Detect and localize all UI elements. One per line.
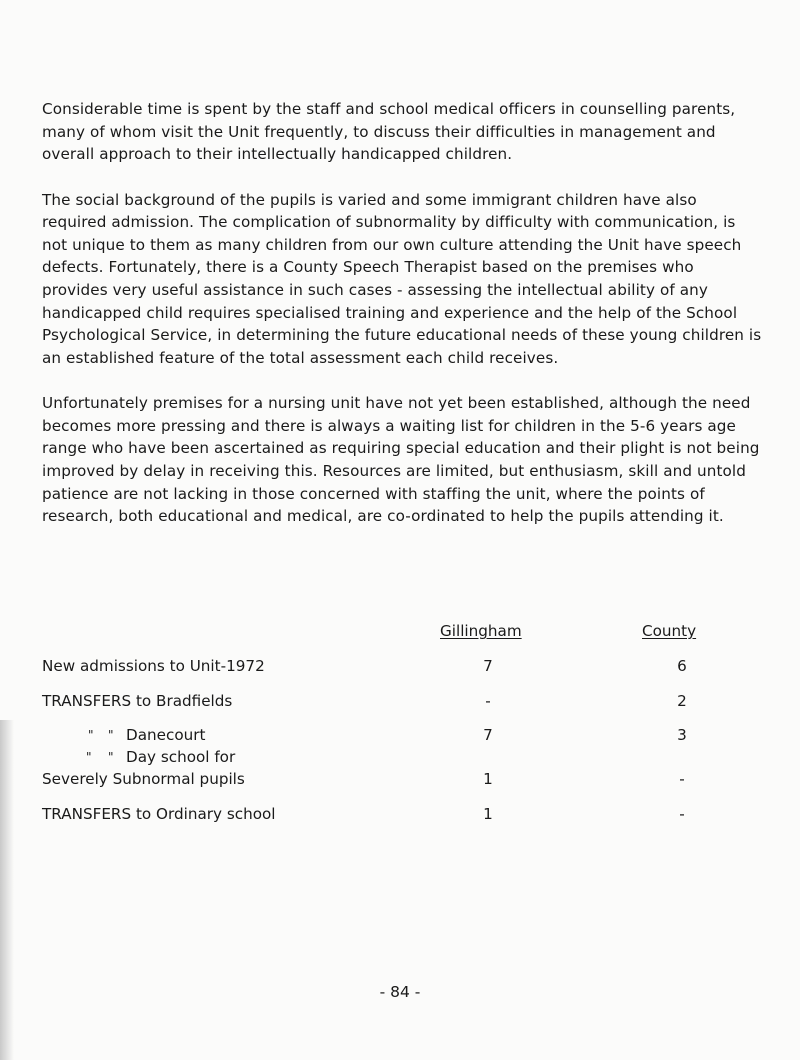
county-value: - bbox=[679, 805, 685, 823]
county-value: 3 bbox=[677, 726, 687, 744]
table-row bbox=[42, 803, 762, 825]
gillingham-value: 1 bbox=[483, 805, 493, 823]
row-label: New admissions to Unit-1972 bbox=[42, 657, 265, 675]
paragraph-nursing-unit: Unfortunately premises for a nursing unit have not yet been established, although the need becomes more pressing and there is always a waiting list for children in the 5-6 years age range who have been ascertained as requiring special education and their plight is not being improved by delay in receiving this. Resources are limited, but enthusiasm, skill and untold patience are not lacking in those concerned with staffing the unit, where the points of research, both educational and medical, are co-ordinated to help the pupils attending it. bbox=[42, 394, 760, 526]
paragraph-counselling: Considerable time is spent by the staff and school medical officers in counselling parents, many of whom visit the Unit frequently, to discuss their difficulties in management and overall approach to their intellectually handicapped children. bbox=[42, 100, 736, 164]
column-header-gillingham: Gillingham bbox=[440, 622, 522, 640]
ditto-mark: " bbox=[86, 750, 92, 764]
ditto-mark: " bbox=[108, 728, 114, 742]
county-value: 6 bbox=[677, 657, 687, 675]
row-label: Day school for bbox=[126, 748, 236, 766]
column-header-county: County bbox=[642, 622, 697, 640]
gillingham-value: 7 bbox=[483, 726, 493, 744]
row-label: TRANSFERS to Bradfields bbox=[42, 692, 233, 710]
table-row bbox=[42, 655, 762, 677]
table-row bbox=[42, 768, 762, 790]
scan-edge-shadow bbox=[0, 720, 14, 1060]
gillingham-value: 1 bbox=[483, 770, 493, 788]
row-label: Severely Subnormal pupils bbox=[42, 770, 245, 788]
table-row bbox=[42, 746, 762, 768]
admissions-table bbox=[42, 620, 762, 825]
gillingham-value: - bbox=[485, 692, 491, 710]
row-label: TRANSFERS to Ordinary school bbox=[42, 805, 276, 823]
gillingham-value: 7 bbox=[483, 657, 493, 675]
table-row bbox=[42, 690, 762, 712]
paragraph-social-background: The social background of the pupils is varied and some immigrant children have also required admission. The complication of subnormality by difficulty with communication, is not unique to them as many children from our own culture attending the Unit have speech defects. Fortunately, there is a County Speech Therapist based on the premises who provides very useful assistance in such cases - assessing the intellectual ability of any handicapped child requires specialised training and experience and the help of the School Psychological Service, in determining the future educational needs of these young children is an established feature of the total assessment each child receives. bbox=[42, 190, 762, 367]
ditto-mark: " bbox=[88, 728, 94, 742]
table-row bbox=[42, 724, 762, 746]
body-text bbox=[42, 98, 762, 550]
row-label: Danecourt bbox=[126, 726, 206, 744]
county-value: 2 bbox=[677, 692, 687, 710]
page-number: - 84 - bbox=[379, 983, 421, 1001]
ditto-mark: " bbox=[108, 750, 114, 764]
county-value: - bbox=[679, 770, 685, 788]
table-header bbox=[42, 620, 762, 646]
